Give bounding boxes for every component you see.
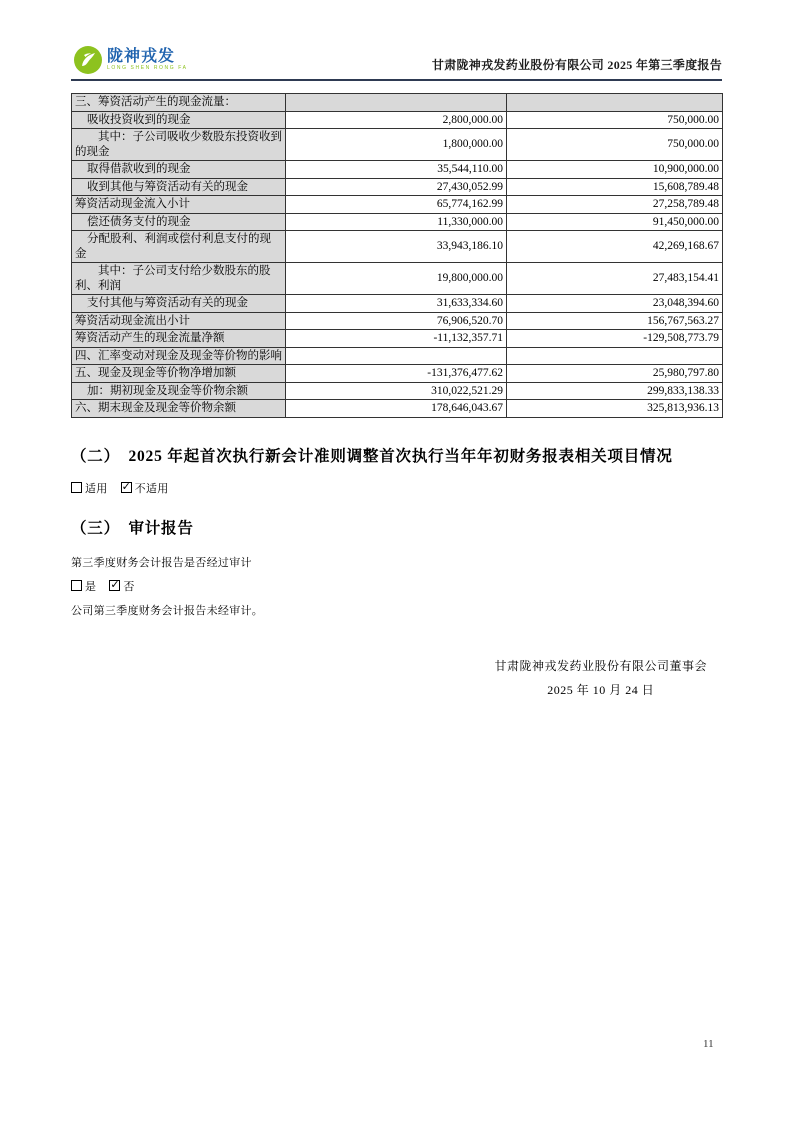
prior-period-value-cell: 23,048,394.60 bbox=[507, 295, 723, 313]
audit-options bbox=[71, 578, 145, 594]
signature-date: 2025 年 10 月 24 日 bbox=[547, 683, 655, 697]
option-no-label: 否 bbox=[123, 581, 135, 593]
checked-checkbox-icon bbox=[121, 482, 132, 493]
row-label-cell: 五、现金及现金等价物净增加额 bbox=[72, 365, 286, 383]
table-row bbox=[72, 382, 723, 400]
prior-period-value-cell bbox=[507, 94, 723, 112]
logo-brand-cn: 陇神戎发 bbox=[107, 47, 176, 65]
audit-statement: 公司第三季度财务会计报告未经审计。 bbox=[71, 605, 264, 617]
checked-checkbox-icon bbox=[109, 580, 120, 591]
prior-period-value-cell: 750,000.00 bbox=[507, 111, 723, 129]
prior-period-value-cell: 750,000.00 bbox=[507, 129, 723, 161]
current-period-value-cell bbox=[286, 347, 507, 365]
prior-period-value-cell: 25,980,797.80 bbox=[507, 365, 723, 383]
header-divider bbox=[71, 79, 722, 81]
current-period-value-cell: 31,633,334.60 bbox=[286, 295, 507, 313]
prior-period-value-cell: 10,900,000.00 bbox=[507, 161, 723, 179]
row-label-cell: 加：期初现金及现金等价物余额 bbox=[72, 382, 286, 400]
current-period-value-cell: 27,430,052.99 bbox=[286, 178, 507, 196]
row-label-cell: 筹资活动现金流出小计 bbox=[72, 312, 286, 330]
row-label-cell: 取得借款收到的现金 bbox=[72, 161, 286, 179]
current-period-value-cell bbox=[286, 94, 507, 112]
section-three-heading: （三） 审计报告 bbox=[71, 520, 194, 537]
logo-icon bbox=[73, 45, 103, 75]
row-label-cell: 收到其他与筹资活动有关的现金 bbox=[72, 178, 286, 196]
prior-period-value-cell: 156,767,563.27 bbox=[507, 312, 723, 330]
table-row bbox=[72, 365, 723, 383]
option-not-applicable bbox=[121, 483, 169, 495]
logo-brand-en: LONG SHEN RONG FA bbox=[107, 64, 188, 71]
prior-period-value-cell bbox=[507, 347, 723, 365]
table-row bbox=[72, 196, 723, 214]
row-label-cell: 其中：子公司支付给少数股东的股利、利润 bbox=[72, 263, 286, 295]
current-period-value-cell: 2,800,000.00 bbox=[286, 111, 507, 129]
applicability-options bbox=[71, 480, 179, 496]
prior-period-value-cell: 325,813,936.13 bbox=[507, 400, 723, 418]
option-applicable-label: 适用 bbox=[85, 483, 108, 495]
signature-company: 甘肃陇神戎发药业股份有限公司董事会 bbox=[494, 659, 707, 673]
report-header-title: 甘肃陇神戎发药业股份有限公司 2025 年第三季度报告 bbox=[431, 58, 722, 72]
page-number: 11 bbox=[703, 1038, 714, 1050]
prior-period-value-cell: -129,508,773.79 bbox=[507, 330, 723, 348]
prior-period-value-cell: 27,483,154.41 bbox=[507, 263, 723, 295]
company-logo bbox=[73, 45, 188, 75]
table-row bbox=[72, 129, 723, 161]
table-row bbox=[72, 213, 723, 231]
option-yes bbox=[71, 581, 96, 593]
row-label-cell: 偿还债务支付的现金 bbox=[72, 213, 286, 231]
current-period-value-cell: 65,774,162.99 bbox=[286, 196, 507, 214]
table-row bbox=[72, 263, 723, 295]
table-row bbox=[72, 231, 723, 263]
table-row bbox=[72, 178, 723, 196]
option-no bbox=[109, 581, 134, 593]
row-label-cell: 三、筹资活动产生的现金流量： bbox=[72, 94, 286, 112]
table-row bbox=[72, 161, 723, 179]
row-label-cell: 四、汇率变动对现金及现金等价物的影响 bbox=[72, 347, 286, 365]
table-row bbox=[72, 111, 723, 129]
signature-block bbox=[494, 654, 707, 702]
table-row bbox=[72, 400, 723, 418]
audit-question: 第三季度财务会计报告是否经过审计 bbox=[71, 557, 252, 569]
current-period-value-cell: 1,800,000.00 bbox=[286, 129, 507, 161]
prior-period-value-cell: 42,269,168.67 bbox=[507, 231, 723, 263]
row-label-cell: 六、期末现金及现金等价物余额 bbox=[72, 400, 286, 418]
current-period-value-cell: -11,132,357.71 bbox=[286, 330, 507, 348]
unchecked-checkbox-icon bbox=[71, 482, 82, 493]
cash-flow-table bbox=[71, 93, 723, 418]
option-applicable bbox=[71, 483, 108, 495]
row-label-cell: 吸收投资收到的现金 bbox=[72, 111, 286, 129]
unchecked-checkbox-icon bbox=[71, 580, 82, 591]
table-row bbox=[72, 295, 723, 313]
option-yes-label: 是 bbox=[85, 581, 97, 593]
current-period-value-cell: 76,906,520.70 bbox=[286, 312, 507, 330]
row-label-cell: 支付其他与筹资活动有关的现金 bbox=[72, 295, 286, 313]
section-two-heading: （二） 2025 年起首次执行新会计准则调整首次执行当年年初财务报表相关项目情况 bbox=[71, 448, 673, 465]
current-period-value-cell: 19,800,000.00 bbox=[286, 263, 507, 295]
row-label-cell: 筹资活动现金流入小计 bbox=[72, 196, 286, 214]
prior-period-value-cell: 15,608,789.48 bbox=[507, 178, 723, 196]
current-period-value-cell: 35,544,110.00 bbox=[286, 161, 507, 179]
current-period-value-cell: 11,330,000.00 bbox=[286, 213, 507, 231]
prior-period-value-cell: 299,833,138.33 bbox=[507, 382, 723, 400]
current-period-value-cell: -131,376,477.62 bbox=[286, 365, 507, 383]
current-period-value-cell: 310,022,521.29 bbox=[286, 382, 507, 400]
prior-period-value-cell: 91,450,000.00 bbox=[507, 213, 723, 231]
row-label-cell: 分配股利、利润或偿付利息支付的现金 bbox=[72, 231, 286, 263]
current-period-value-cell: 33,943,186.10 bbox=[286, 231, 507, 263]
table-row bbox=[72, 330, 723, 348]
prior-period-value-cell: 27,258,789.48 bbox=[507, 196, 723, 214]
current-period-value-cell: 178,646,043.67 bbox=[286, 400, 507, 418]
table-row bbox=[72, 312, 723, 330]
table-row bbox=[72, 347, 723, 365]
table-row bbox=[72, 94, 723, 112]
row-label-cell: 筹资活动产生的现金流量净额 bbox=[72, 330, 286, 348]
row-label-cell: 其中：子公司吸收少数股东投资收到的现金 bbox=[72, 129, 286, 161]
option-not-applicable-label: 不适用 bbox=[134, 483, 169, 495]
